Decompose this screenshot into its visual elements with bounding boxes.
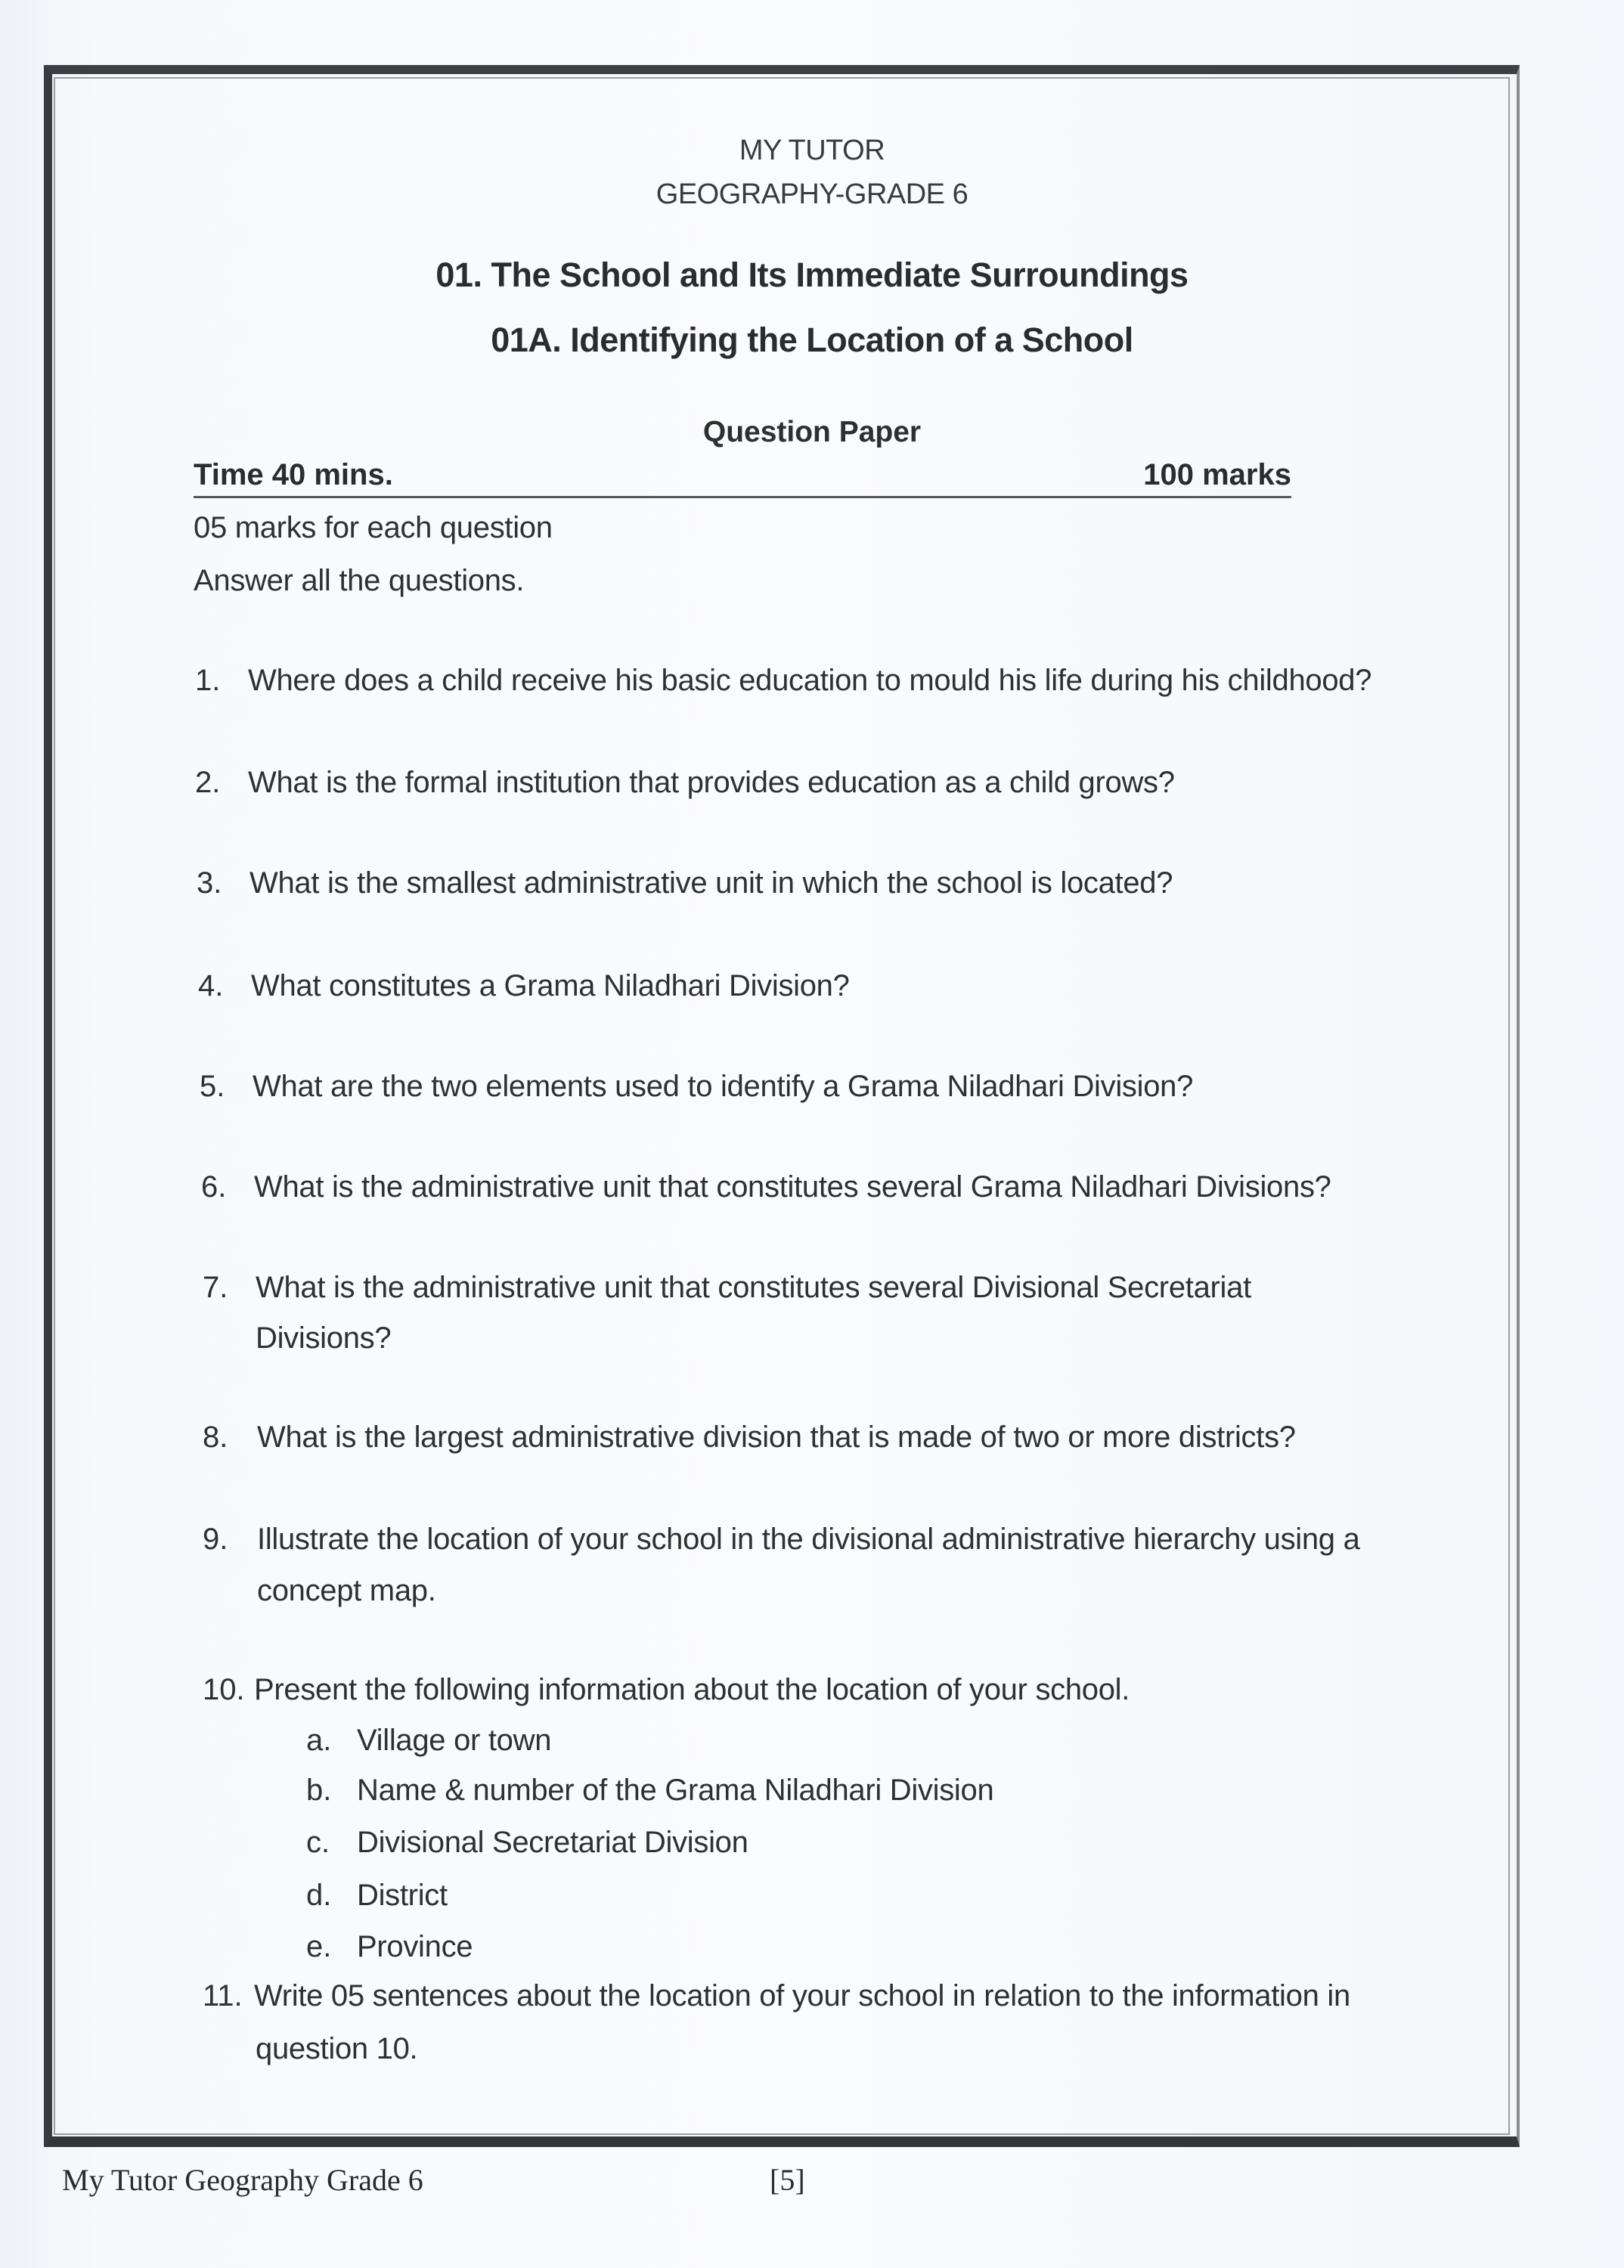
question-number: 9. bbox=[203, 1523, 228, 1556]
question-number: 3. bbox=[197, 866, 222, 900]
question-number: 8. bbox=[203, 1421, 228, 1454]
paper-type-heading: Question Paper bbox=[702, 416, 922, 448]
footer-book-title: My Tutor Geography Grade 6 bbox=[62, 2163, 423, 2197]
question-number: 6. bbox=[201, 1170, 227, 1204]
question-text-continued: Divisions? bbox=[256, 1321, 392, 1355]
subitem-text: Province bbox=[357, 1930, 473, 1963]
question-text: What is the largest administrative division that is made of two or more districts? bbox=[257, 1421, 1296, 1454]
subject-heading: GEOGRAPHY-GRADE 6 bbox=[655, 178, 969, 210]
page-border-inner bbox=[54, 77, 1510, 2135]
question-number: 7. bbox=[203, 1271, 228, 1304]
question-text: What is the administrative unit that constitutes several Grama Niladhari Divisions? bbox=[254, 1170, 1331, 1204]
question-text: What is the formal institution that provides education as a child grows? bbox=[248, 766, 1175, 799]
question-text: What are the two elements used to identify a Grama Niladhari Division? bbox=[253, 1070, 1194, 1103]
time-allowed: Time 40 mins. bbox=[194, 458, 393, 491]
subitem-letter: d. bbox=[306, 1879, 332, 1912]
question-text-continued: question 10. bbox=[256, 2032, 418, 2065]
question-text: What constitutes a Grama Niladhari Division? bbox=[251, 969, 850, 1002]
question-text: What is the smallest administrative unit in which the school is located? bbox=[249, 866, 1173, 900]
subitem-text: Divisional Secretariat Division bbox=[357, 1826, 748, 1859]
question-text: Present the following information about the location of your school. bbox=[254, 1673, 1130, 1706]
subitem-text: Name & number of the Grama Niladhari Division bbox=[357, 1774, 994, 1807]
subitem-text: District bbox=[357, 1879, 448, 1912]
marks-note: 05 marks for each question bbox=[194, 511, 553, 544]
question-number: 1. bbox=[195, 664, 221, 697]
subitem-letter: a. bbox=[306, 1724, 332, 1757]
question-number: 4. bbox=[198, 969, 224, 1002]
question-number: 5. bbox=[200, 1070, 225, 1103]
subitem-letter: c. bbox=[306, 1826, 330, 1859]
footer-page-number: [5] bbox=[770, 2163, 805, 2197]
question-number: 10. bbox=[203, 1673, 245, 1706]
subitem-letter: b. bbox=[306, 1774, 332, 1807]
question-number: 11. bbox=[203, 1979, 243, 2012]
question-text: Where does a child receive his basic education to mould his life during his childhood? bbox=[248, 664, 1372, 697]
question-text-continued: concept map. bbox=[257, 1574, 436, 1607]
question-text: Write 05 sentences about the location of your school in relation to the information in bbox=[254, 1979, 1350, 2012]
total-marks: 100 marks bbox=[1143, 458, 1291, 491]
subitem-text: Village or town bbox=[357, 1724, 552, 1757]
question-number: 2. bbox=[195, 766, 221, 799]
publisher-heading: MY TUTOR bbox=[739, 135, 885, 166]
chapter-title: 01. The School and Its Immediate Surroundings bbox=[435, 256, 1189, 294]
time-marks-row bbox=[194, 458, 1291, 498]
instruction: Answer all the questions. bbox=[194, 564, 525, 597]
section-title: 01A. Identifying the Location of a School bbox=[491, 321, 1133, 359]
question-text: What is the administrative unit that constitutes several Divisional Secretariat bbox=[256, 1271, 1251, 1304]
subitem-letter: e. bbox=[306, 1930, 332, 1963]
question-text: Illustrate the location of your school in the divisional administrative hierarchy using a bbox=[257, 1523, 1360, 1556]
